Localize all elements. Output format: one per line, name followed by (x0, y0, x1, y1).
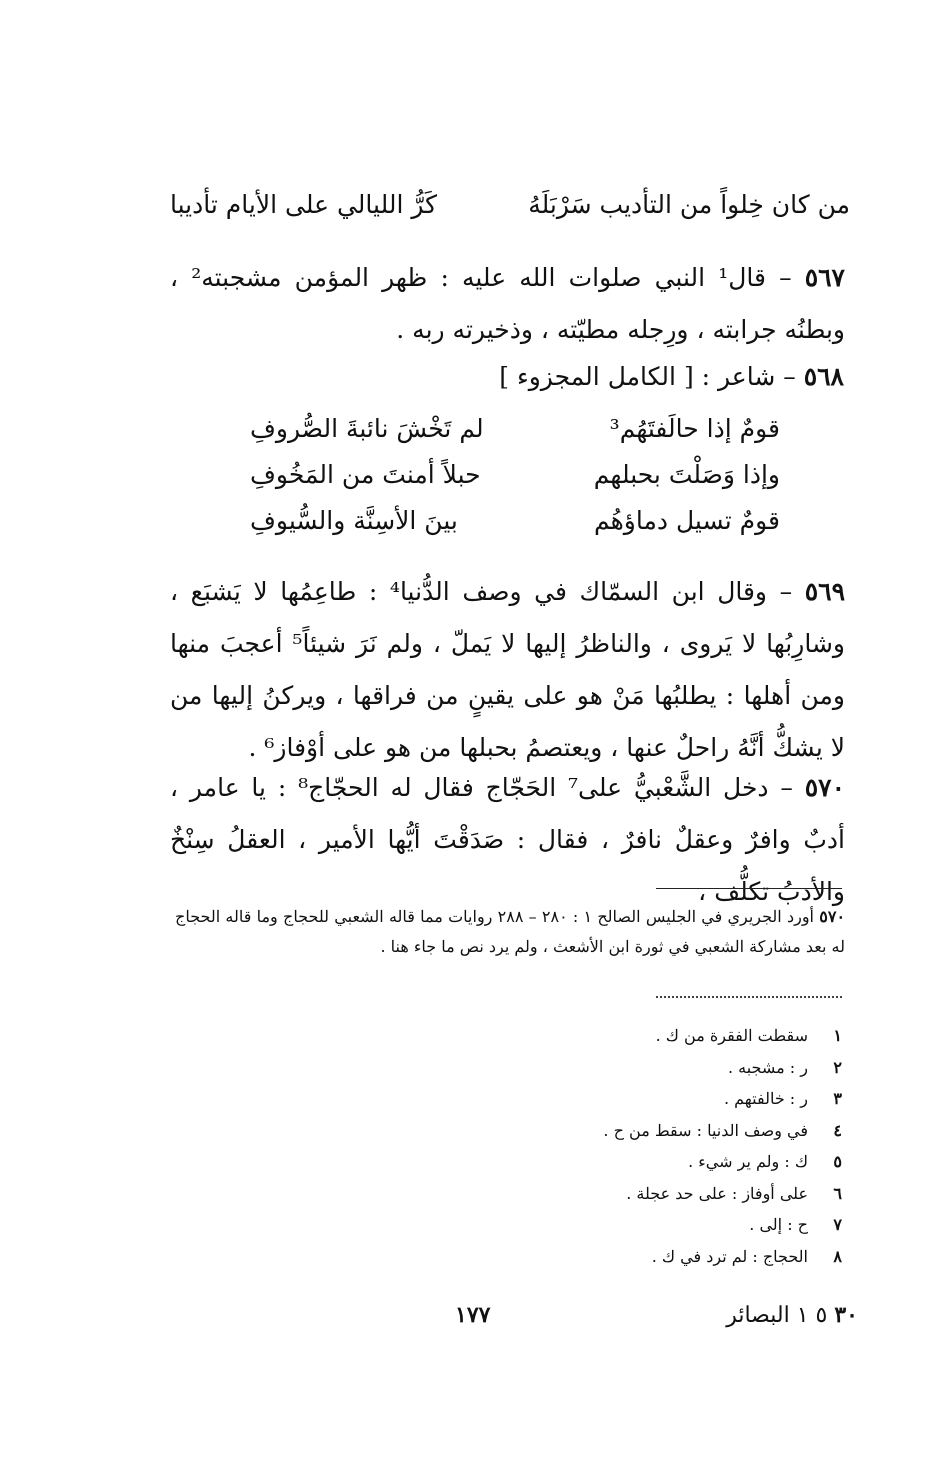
footnote-text: ر : خالفتهم . (723, 1089, 808, 1108)
footnote-number: ٢ (833, 1057, 842, 1077)
footnote-number: ٦ (833, 1183, 842, 1203)
footnote-number: ٨ (833, 1246, 842, 1266)
footnote-text: ح : إلى . (749, 1215, 808, 1234)
footnote-number: ٤ (833, 1120, 842, 1140)
footnote-text: الحجاج : لم ترد في ك . (651, 1246, 808, 1266)
footnote-item (362, 1083, 842, 1115)
poem-second-hemistich: بينَ الأسِنَّة والسُّيوفِ (250, 506, 458, 535)
opening-verse (170, 190, 850, 234)
footnote-text: سقطت الفقرة من ك . (655, 1026, 808, 1045)
entry-heading-text: – شاعر : [ الكامل المجزوء ] (499, 362, 796, 391)
entry-number: ٥٦٨ (803, 362, 844, 391)
signature-number: ٣٠ (834, 1302, 858, 1328)
poem-line (250, 414, 780, 460)
entry-569 (170, 566, 845, 774)
poem-first-hemistich: قومٌ تسيل دماؤهُم (593, 506, 780, 535)
entry-text: – دخل الشَّعْبيُّ على⁷ الحَجّاج فقال له الحجّاج⁸ : يا عامر ، أدبٌ وافرٌ وعقلٌ نافرٌ ، فقال : صَدَقْتَ أيُّها الأمير ، العقلُ سِنْخٌ والأدبُ تكلُّف ، (170, 773, 845, 906)
footnote-list (362, 1020, 842, 1272)
footnote-item (362, 1178, 842, 1210)
poem-first-hemistich: قومٌ إذا حالَفتَهُم³ (609, 414, 780, 443)
footnote-text: ر : مشجبه . (727, 1057, 808, 1077)
page-footer (0, 1302, 950, 1336)
verse-second-hemistich: كَرُّ الليالي على الأيام تأديبا (170, 190, 438, 219)
entry-number: ٥٧٠ (804, 773, 846, 802)
footnote-text: ك : ولم ير شيء . (688, 1152, 808, 1171)
footnote-item (362, 1115, 842, 1147)
dotted-divider (656, 996, 842, 998)
entry-number: ٥٦٩ (804, 577, 846, 606)
footnote-item (362, 1209, 842, 1241)
poem-second-hemistich: لم تَخْشَ نائبةَ الصُّروفِ (250, 414, 484, 443)
poem-first-hemistich: وإذا وَصَلْتَ بحبلهم (593, 460, 780, 489)
footnote-text: في وصف الدنيا : سقط من ح . (603, 1120, 808, 1140)
verse-first-hemistich: من كان خِلواً من التأديب سَرْبَلَهُ (528, 190, 850, 219)
footnote-item (362, 1020, 842, 1052)
footnote-text: على أوفاز : على حد عجلة . (626, 1183, 808, 1203)
printer-signature (726, 1302, 858, 1328)
note-text: أورد الجريري في الجليس الصالح ١ : ٢٨٠ – ٢٨٨ روايات مما قاله الشعبي للحجاج وما قاله الحجاج له بعد مشاركة الشعبي في ثورة ابن الأشعث ، ولم يرد نص ما جاء هنا . (175, 907, 845, 956)
footnote-number: ٥ (833, 1152, 842, 1171)
poem-line (250, 460, 780, 506)
entry-567 (170, 252, 845, 356)
signature-text: ٥ ١ البصائر (726, 1303, 828, 1328)
note-number: ٥٧٠ (819, 907, 846, 926)
footnote-item (362, 1052, 842, 1084)
entry-number: ٥٦٧ (804, 263, 845, 292)
entry-text: – وقال ابن السمّاك في وصف الدُّنيا⁴ : طاعِمُها لا يَشبَع ، وشارِبُها لا يَروى ، والناظرُ إليها لا يَملّ ، ولم نَرَ شيئاً⁵ أعجبَ منها ومن أهلها : يطلبُها مَنْ هو على يقينٍ من فراقها ، ويركنُ إليها من لا يشكُّ أنَّهُ راحلٌ عنها ، ويعتصمُ بحبلها من هو على أوْفاز⁶ . (170, 577, 845, 762)
poem-second-hemistich: حبلاً أمنتَ من المَخُوفِ (250, 460, 481, 489)
footnote-item (362, 1241, 842, 1273)
source-note-570 (175, 902, 845, 962)
footnote-number: ١ (833, 1026, 842, 1045)
entry-568-heading (499, 362, 844, 391)
poem-line (250, 506, 780, 552)
footnote-number: ٧ (833, 1215, 842, 1234)
entry-text: – قال¹ النبي صلوات الله عليه : ظهر المؤمن مشجبته² ، وبطنُه جرابته ، ورِجله مطيّته ، وذخيرته ربه . (170, 263, 845, 344)
page-number: ١٧٧ (455, 1302, 491, 1328)
footnote-item (362, 1146, 842, 1178)
footnote-divider (656, 888, 842, 889)
poem-568 (250, 414, 780, 552)
footnote-number: ٣ (833, 1089, 842, 1108)
entry-570 (170, 762, 845, 918)
